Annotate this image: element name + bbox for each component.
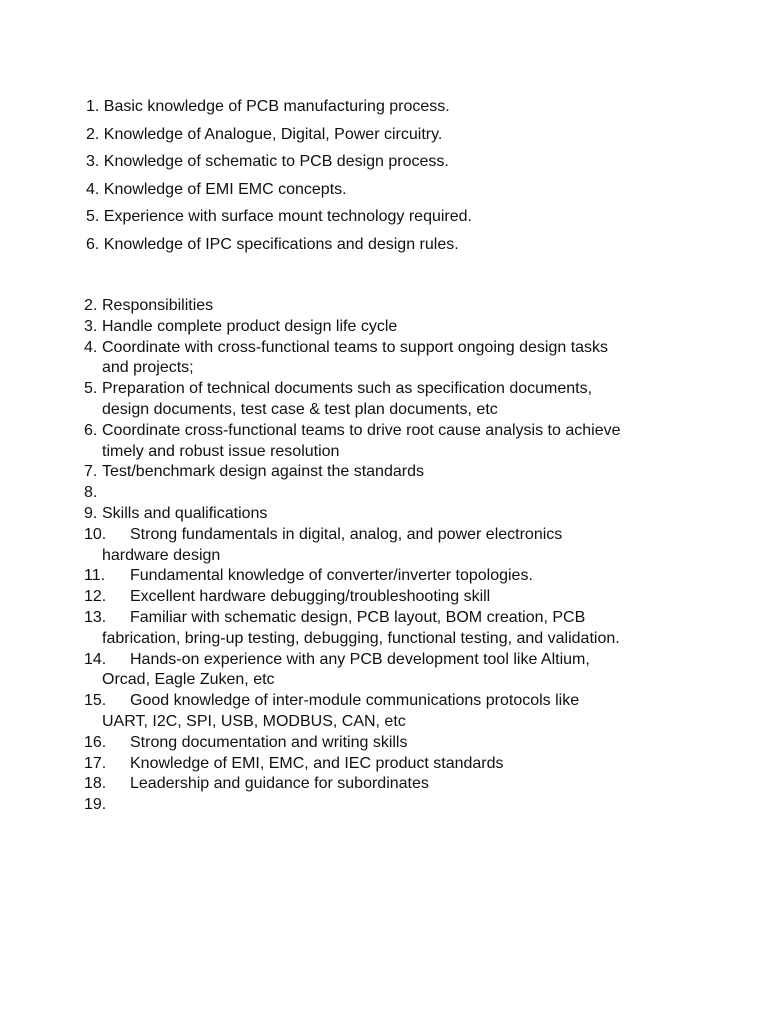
list-item-text: Strong fundamentals in digital, analog, and power electronics bbox=[130, 525, 563, 543]
list-item-text bbox=[130, 795, 704, 816]
requirement-text: Knowledge of Analogue, Digital, Power circuitry. bbox=[103, 125, 443, 143]
list-number: 5. bbox=[84, 380, 98, 398]
list-item bbox=[84, 733, 704, 754]
list-item bbox=[84, 379, 704, 421]
list-item-text: Skills and qualifications bbox=[102, 504, 268, 522]
list-item-text: Fundamental knowledge of converter/inverter topologies. bbox=[130, 567, 533, 585]
requirement-item bbox=[86, 93, 726, 121]
list-number: 12. bbox=[84, 588, 107, 606]
list-number: 5. bbox=[86, 208, 100, 226]
list-item-text: Good knowledge of inter-module communications protocols like bbox=[130, 692, 580, 710]
list-item bbox=[84, 650, 704, 692]
responsibilities-skills-list bbox=[84, 296, 704, 816]
list-number: 4. bbox=[84, 338, 98, 356]
list-number: 4. bbox=[86, 180, 100, 198]
list-number: 3. bbox=[86, 153, 100, 171]
requirements-list bbox=[86, 93, 726, 259]
list-item-continuation: and projects; bbox=[102, 359, 194, 377]
list-item bbox=[84, 421, 704, 463]
list-item bbox=[84, 754, 704, 775]
requirement-item bbox=[86, 231, 726, 259]
list-number: 2. bbox=[84, 297, 98, 314]
list-item bbox=[84, 483, 704, 504]
list-item-text: Coordinate cross-functional teams to drive root cause analysis to achieve bbox=[102, 421, 621, 439]
list-item-text: Strong documentation and writing skills bbox=[130, 733, 408, 751]
list-item-text: Test/benchmark design against the standards bbox=[102, 463, 424, 481]
list-item-text: Knowledge of EMI, EMC, and IEC product standards bbox=[130, 754, 504, 772]
list-item-continuation: hardware design bbox=[102, 546, 221, 564]
requirement-text: Knowledge of EMI EMC concepts. bbox=[103, 180, 347, 198]
list-item-text: Leadership and guidance for subordinates bbox=[130, 775, 429, 793]
list-number: 8. bbox=[84, 484, 98, 502]
requirement-item bbox=[86, 176, 726, 204]
requirement-text: Basic knowledge of PCB manufacturing process. bbox=[103, 98, 450, 115]
list-item bbox=[84, 525, 704, 567]
list-number: 9. bbox=[84, 504, 98, 522]
list-number: 16. bbox=[84, 733, 107, 751]
list-item bbox=[84, 462, 704, 483]
list-item-text: Familiar with schematic design, PCB layout, BOM creation, PCB bbox=[130, 608, 586, 626]
list-item-text: Hands-on experience with any PCB development tool like Altium, bbox=[130, 650, 590, 668]
list-number: 7. bbox=[84, 463, 98, 481]
list-item-continuation: timely and robust issue resolution bbox=[102, 442, 340, 460]
list-item-text: Preparation of technical documents such as specification documents, bbox=[102, 380, 593, 398]
list-item-continuation: UART, I2C, SPI, USB, MODBUS, CAN, etc bbox=[102, 712, 406, 730]
list-item-text: Excellent hardware debugging/troubleshooting skill bbox=[130, 588, 491, 606]
list-item bbox=[84, 587, 704, 608]
list-item-text bbox=[102, 483, 704, 504]
list-number: 18. bbox=[84, 775, 107, 793]
list-item bbox=[84, 795, 704, 816]
list-number: 2. bbox=[86, 125, 100, 143]
list-number: 15. bbox=[84, 692, 107, 710]
requirement-item bbox=[86, 121, 726, 149]
requirement-item bbox=[86, 203, 726, 231]
requirement-item bbox=[86, 148, 726, 176]
list-item bbox=[84, 296, 704, 317]
list-number: 14. bbox=[84, 650, 107, 668]
list-number: 11. bbox=[84, 567, 106, 585]
list-number: 13. bbox=[84, 608, 107, 626]
list-item bbox=[84, 608, 704, 650]
list-item bbox=[84, 691, 704, 733]
requirement-text: Knowledge of IPC specifications and design rules. bbox=[103, 235, 459, 253]
list-item-continuation: Orcad, Eagle Zuken, etc bbox=[102, 671, 275, 689]
requirement-text: Knowledge of schematic to PCB design process. bbox=[103, 153, 449, 171]
list-number: 6. bbox=[84, 421, 98, 439]
list-item-continuation: fabrication, bring-up testing, debugging, functional testing, and validation. bbox=[102, 629, 620, 647]
list-number: 1. bbox=[86, 98, 100, 115]
list-number: 10. bbox=[84, 525, 107, 543]
list-number: 3. bbox=[84, 317, 98, 335]
requirement-text: Experience with surface mount technology required. bbox=[103, 208, 472, 226]
list-item-continuation: design documents, test case & test plan documents, etc bbox=[102, 400, 498, 418]
list-number: 19. bbox=[84, 796, 107, 814]
list-item bbox=[84, 317, 704, 338]
list-item bbox=[84, 566, 704, 587]
list-item bbox=[84, 504, 704, 525]
list-number: 6. bbox=[86, 235, 100, 253]
list-item-text: Responsibilities bbox=[102, 297, 214, 314]
list-item-text: Handle complete product design life cycle bbox=[102, 317, 398, 335]
list-item bbox=[84, 338, 704, 380]
list-item-text: Coordinate with cross-functional teams to support ongoing design tasks bbox=[102, 338, 609, 356]
list-number: 17. bbox=[84, 754, 107, 772]
list-item bbox=[84, 774, 704, 795]
